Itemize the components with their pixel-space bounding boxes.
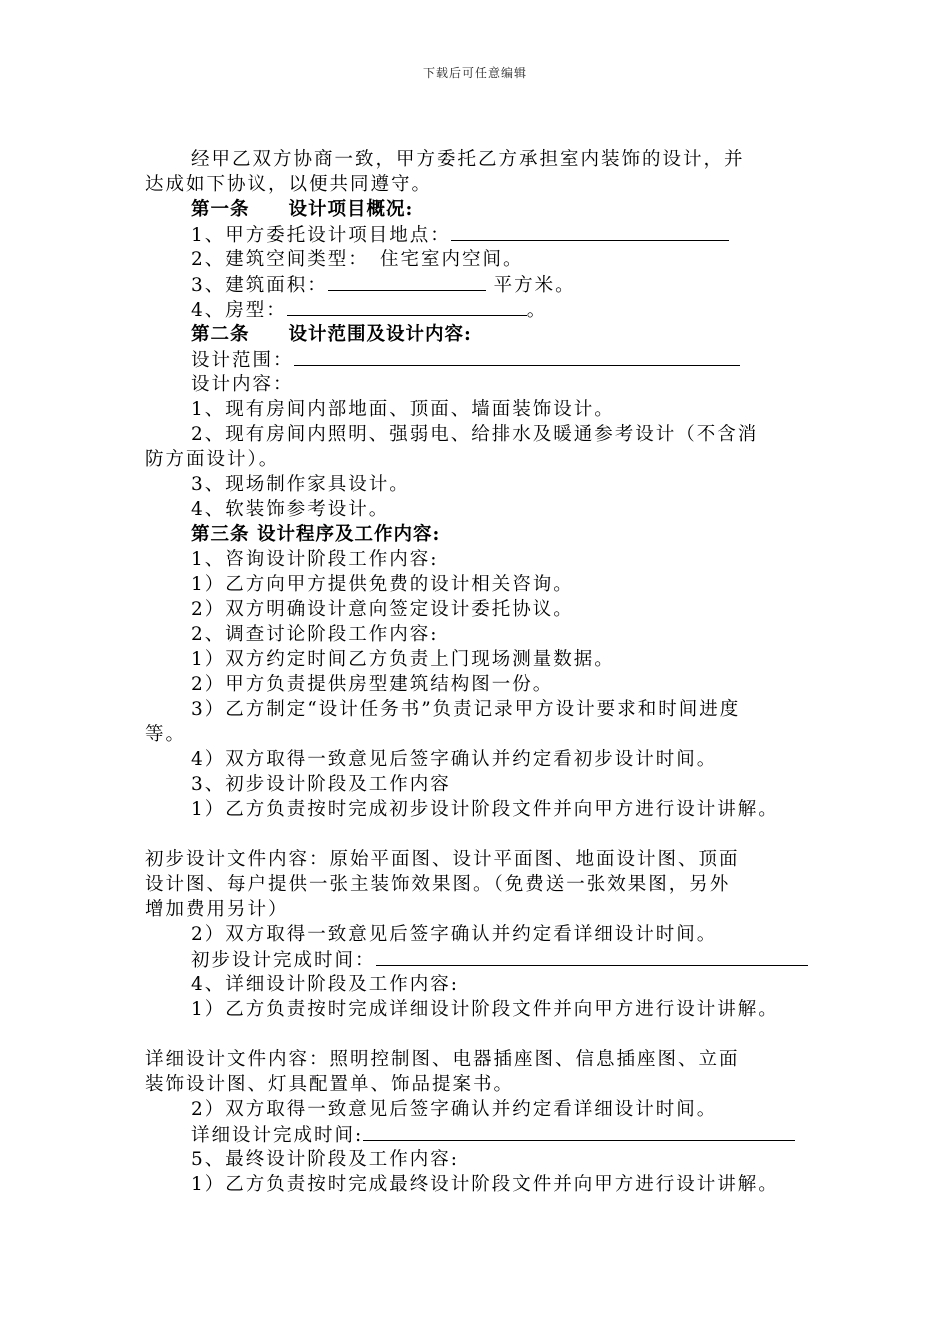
article-2-title: 第二条 设计范围及设计内容: <box>191 324 472 345</box>
stage-2-c2: 等。 <box>145 724 187 745</box>
content-item-4: 4、软装饰参考设计。 <box>191 499 390 520</box>
area-row <box>145 272 835 297</box>
detail-time-row <box>145 1122 835 1147</box>
area-unit: 平方米。 <box>493 275 576 296</box>
design-scope-label: 设计范围： <box>191 350 294 371</box>
house-type-label: 4、房型： <box>191 300 287 321</box>
project-location-blank[interactable] <box>451 222 729 241</box>
stage-3-files-3: 增加费用另计） <box>145 899 289 920</box>
design-scope-blank[interactable] <box>294 347 740 366</box>
article-1-title: 第一条 设计项目概况: <box>191 199 414 220</box>
prelim-time-label: 初步设计完成时间： <box>191 950 376 971</box>
area-blank[interactable] <box>328 272 486 291</box>
design-scope-row <box>145 347 835 372</box>
article-3-title: 第三条 设计程序及工作内容: <box>191 524 441 545</box>
prelim-time-row <box>145 947 835 972</box>
stage-1-a: 1）乙方向甲方提供免费的设计相关咨询。 <box>191 574 574 595</box>
content-item-2a: 2、现有房间内照明、强弱电、给排水及暖通参考设计（不含消 <box>191 424 759 445</box>
stage-4-files-1: 详细设计文件内容：照明控制图、电器插座图、信息插座图、立面 <box>145 1049 740 1070</box>
stage-3-a: 1）乙方负责按时完成初步设计阶段文件并向甲方进行设计讲解。 <box>191 799 779 820</box>
stage-1: 1、咨询设计阶段工作内容: <box>191 549 439 570</box>
stage-2-a: 1）双方约定时间乙方负责上门现场测量数据。 <box>191 649 615 670</box>
stage-4-b: 2）双方取得一致意见后签字确认并约定看详细设计时间。 <box>191 1099 718 1120</box>
stage-1-b: 2）双方明确设计意向签定设计委托协议。 <box>191 599 574 620</box>
content-item-2b: 防方面设计）。 <box>145 449 280 470</box>
stage-2: 2、调查讨论阶段工作内容: <box>191 624 439 645</box>
stage-2-d: 4）双方取得一致意见后签字确认并约定看初步设计时间。 <box>191 749 718 770</box>
stage-3-files-2: 设计图、每户提供一张主装饰效果图。（免费送一张效果图，另外 <box>145 874 731 895</box>
stage-4: 4、详细设计阶段及工作内容: <box>191 974 460 995</box>
stage-5: 5、最终设计阶段及工作内容: <box>191 1149 460 1170</box>
contract-body <box>145 147 835 1197</box>
stage-2-c1: 3）乙方制定“设计任务书”负责记录甲方设计要求和时间进度 <box>191 699 741 720</box>
spacer <box>145 822 835 847</box>
detail-time-label: 详细设计完成时间: <box>191 1125 364 1146</box>
design-content-label: 设计内容： <box>191 374 294 395</box>
spacer <box>145 1022 835 1047</box>
content-item-3: 3、现场制作家具设计。 <box>191 474 410 495</box>
stage-4-a: 1）乙方负责按时完成详细设计阶段文件并向甲方进行设计讲解。 <box>191 999 779 1020</box>
stage-2-b: 2）甲方负责提供房型建筑结构图一份。 <box>191 674 554 695</box>
detail-time-blank[interactable] <box>363 1122 795 1141</box>
stage-4-files-2: 装饰设计图、灯具配置单、饰品提案书。 <box>145 1074 515 1095</box>
house-type-blank[interactable] <box>287 297 527 316</box>
house-type-row <box>145 297 835 322</box>
space-type-row: 2、建筑空间类型： 住宅室内空间。 <box>191 249 524 270</box>
stage-3-files-1: 初步设计文件内容：原始平面图、设计平面图、地面设计图、顶面 <box>145 849 740 870</box>
intro-line-2: 达成如下协议，以便共同遵守。 <box>145 174 433 195</box>
house-type-end: 。 <box>526 300 548 321</box>
stage-5-a: 1）乙方负责按时完成最终设计阶段文件并向甲方进行设计讲解。 <box>191 1174 779 1195</box>
area-label: 3、建筑面积： <box>191 275 328 296</box>
project-location-row <box>145 222 835 247</box>
content-item-1: 1、现有房间内部地面、顶面、墙面装饰设计。 <box>191 399 615 420</box>
intro-line-1: 经甲乙双方协商一致，甲方委托乙方承担室内装饰的设计，并 <box>191 149 745 170</box>
prelim-time-blank[interactable] <box>376 947 808 966</box>
page-header: 下载后可任意编辑 <box>422 66 527 80</box>
project-location-label: 1、甲方委托设计项目地点： <box>191 225 451 246</box>
stage-3-b: 2）双方取得一致意见后签字确认并约定看详细设计时间。 <box>191 924 718 945</box>
stage-3: 3、初步设计阶段及工作内容 <box>191 774 451 795</box>
